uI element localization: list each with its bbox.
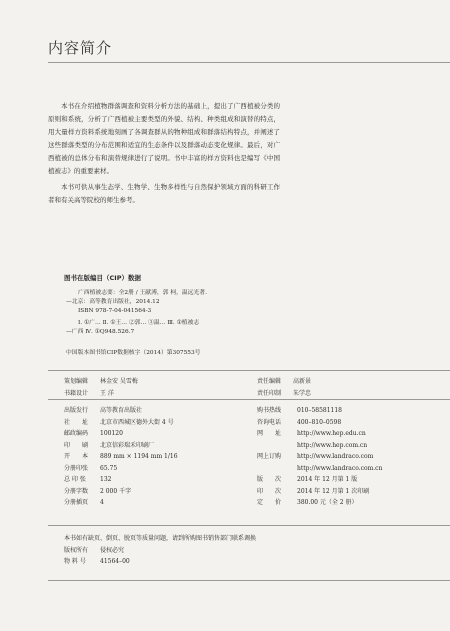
info-row — [257, 474, 382, 486]
staff-row — [64, 388, 138, 400]
info-row — [257, 405, 382, 417]
info-value: 4 — [100, 499, 104, 506]
info-row — [64, 486, 178, 498]
info-key: 购书热线 — [257, 407, 282, 414]
info-row — [64, 451, 178, 463]
notice-key: 版权所有 — [64, 546, 89, 554]
info-value: 132 — [100, 476, 112, 483]
info-value: 65.75 — [100, 464, 118, 472]
info-row — [257, 486, 382, 498]
section-divider — [48, 580, 450, 581]
info-key: 定 价 — [257, 499, 282, 506]
info-value: 2014 年 12 月第 1 版 — [297, 476, 358, 483]
notice-section — [64, 533, 256, 568]
staff-right — [257, 376, 311, 399]
info-value: 400–810–0598 — [297, 418, 342, 426]
staff-value: 王 洋 — [100, 389, 114, 397]
info-row — [257, 451, 382, 463]
info-row — [64, 440, 178, 452]
info-value: 889 mm × 1194 mm 1/16 — [100, 453, 178, 460]
info-value: http://www.landraco.com — [297, 453, 374, 460]
intro-paragraph-2: 本书可供从事生态学、生物学、生物多样性与自然保护领域方面的科研工作者和有关高等院校的师生参考。 — [48, 183, 280, 205]
cip-heading: 图书在版编目（CIP）数据 — [64, 274, 141, 282]
info-key: 网 址 — [257, 430, 282, 437]
cip-line: 广西植被志要：全2册 / 王献溥，郭 柯，温远光著. — [78, 290, 207, 296]
notice-key: 物 料 号 — [64, 558, 86, 565]
info-row — [64, 417, 178, 429]
info-value: 2014 年 12 月第 1 次印刷 — [297, 487, 370, 495]
cip-classification — [66, 319, 366, 337]
staff-row — [64, 376, 138, 388]
info-row — [64, 497, 178, 509]
info-row — [64, 463, 178, 475]
info-key: 邮政编码 — [64, 430, 89, 437]
notice-row — [64, 556, 256, 568]
info-key: 分册插页 — [64, 499, 89, 506]
info-key: 分册字数 — [64, 487, 89, 495]
info-key: 网上订购 — [257, 453, 282, 460]
page-title: 内容简介 — [48, 39, 113, 57]
info-value: http://www.hep.edu.cn — [297, 430, 366, 437]
info-key: 出版发行 — [64, 407, 89, 414]
publication-info-left — [64, 405, 178, 509]
notice-row — [64, 545, 256, 557]
cip-record — [66, 289, 366, 316]
intro-paragraph-1: 本书在介绍植物群落调查和资料分析方法的基础上，提出了广西植被分类的原则和系统，分析了广西植被主要类型的外貌、结构、种类组成和演替的特点，用大量样方资料系统地刻画了各调查群从的物种组成和群落结构特点，并阐述了这些群落类型的分布范围和适宜的生态条件以及群落动态变化规律。最后，对广西植被的总体分布和演替规律进行了说明。书中丰富的样方资料也是编写《中国植被志》的重要素材。 — [48, 102, 280, 175]
info-key: 社 址 — [64, 418, 89, 426]
info-key: 分册印张 — [64, 464, 89, 472]
info-value: 010–58581118 — [297, 407, 342, 414]
quality-notice: 本书如有缺页、倒页、脱页等质量问题，请到所购图书销售部门联系调换 — [64, 535, 257, 542]
info-key: 印 刷 — [64, 441, 89, 449]
info-key: 总 印 张 — [64, 476, 86, 483]
staff-key: 书籍设计 — [64, 389, 89, 397]
notice-value: 侵权必究 — [100, 546, 125, 554]
info-key: 咨询电话 — [257, 418, 282, 426]
staff-row — [257, 376, 311, 388]
info-key: 印 次 — [257, 487, 282, 495]
intro-section — [48, 100, 280, 211]
staff-key: 责任编辑 — [257, 378, 282, 385]
info-value: http://www.hep.com.cn — [297, 441, 368, 449]
title-divider — [48, 62, 450, 63]
cip-number — [66, 349, 366, 358]
info-value: 100120 — [100, 430, 123, 437]
info-row — [64, 428, 178, 440]
info-key: 开 本 — [64, 453, 89, 460]
staff-value: 朱学忠 — [293, 389, 312, 397]
info-row — [64, 405, 178, 417]
info-value: 380.00 元（全 2 册） — [297, 499, 358, 506]
staff-value: 高新景 — [293, 378, 312, 385]
info-row — [257, 417, 382, 429]
info-value: 2 000 千字 — [100, 487, 132, 495]
staff-key: 策划编辑 — [64, 378, 89, 385]
info-row — [257, 463, 382, 475]
publication-info-right — [257, 405, 382, 509]
info-value: 北京信彩瑞禾印刷厂 — [100, 441, 155, 449]
cip-line: 中国版本图书馆CIP数据核字（2014）第307553号 — [66, 350, 201, 356]
info-value: 高等教育出版社 — [100, 407, 143, 414]
info-value: http://www.landraco.com.cn — [297, 464, 383, 472]
staff-row — [257, 388, 311, 400]
staff-value: 林金安 吴雪梅 — [100, 378, 138, 385]
info-value: 北京市西城区德外大街 4 号 — [100, 418, 174, 426]
staff-left — [64, 376, 138, 399]
section-divider — [48, 525, 450, 526]
cip-line: —广西 Ⅳ. ①Q948.526.7 — [66, 329, 135, 335]
cip-line: Ⅰ. ①广… Ⅱ. ①王… ②郭… ③温… Ⅲ. ①植被志 — [78, 320, 200, 326]
cip-line: ISBN 978-7-04-041564-3 — [78, 308, 152, 314]
notice-value: 41564–00 — [100, 558, 130, 565]
cip-line: —北京：高等教育出版社，2014.12 — [66, 299, 160, 305]
info-row — [257, 497, 382, 509]
info-row — [257, 428, 382, 440]
section-divider — [48, 370, 450, 371]
info-row — [257, 440, 382, 452]
info-key: 版 次 — [257, 476, 282, 483]
info-row — [64, 474, 178, 486]
staff-key: 责任印制 — [257, 389, 282, 397]
section-divider — [48, 399, 450, 400]
